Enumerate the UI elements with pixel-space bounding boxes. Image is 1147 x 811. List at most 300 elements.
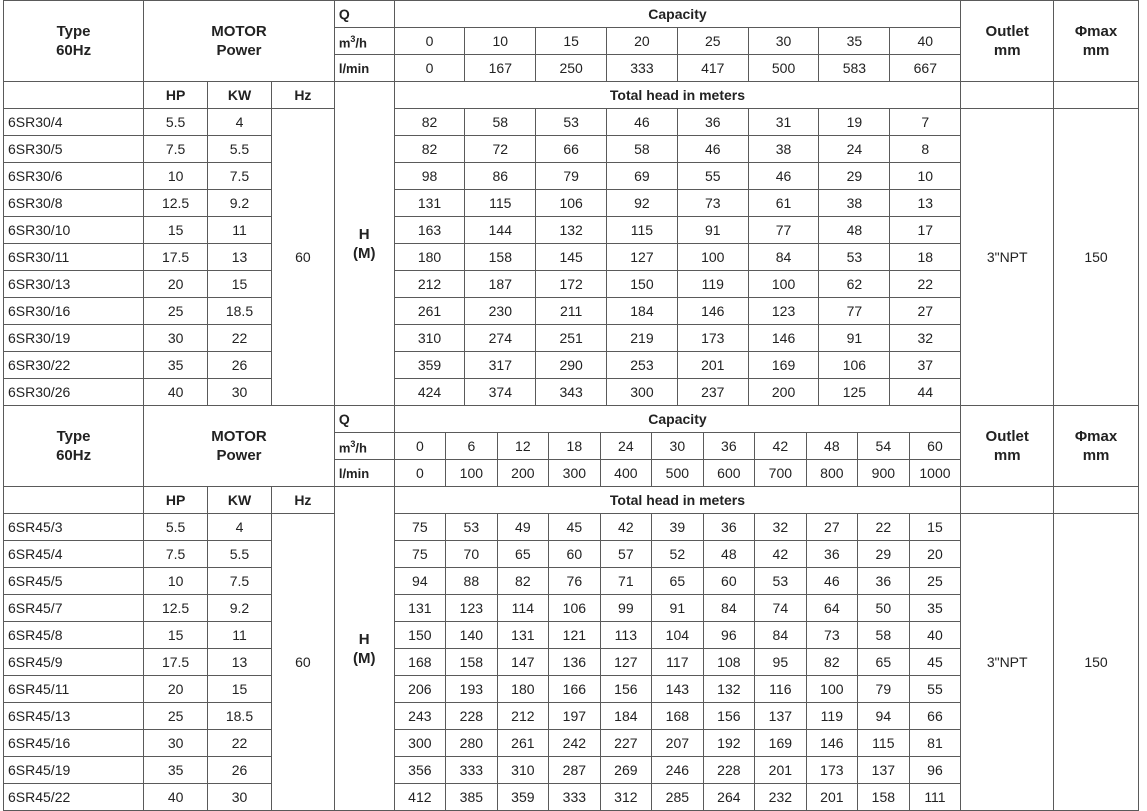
head-value: 8 [890, 136, 961, 163]
type-header [4, 1, 144, 82]
head-value: 69 [607, 163, 678, 190]
head-value: 106 [536, 190, 607, 217]
flow-lmin-value: 500 [748, 55, 819, 82]
flow-lmin-value: 200 [497, 460, 549, 487]
flow-lmin-value: 333 [607, 55, 678, 82]
head-value: 300 [607, 379, 678, 406]
header-line: 60Hz [56, 447, 92, 464]
head-value: 333 [446, 757, 498, 784]
header-line: (M) [352, 244, 376, 262]
head-value: 131 [394, 190, 465, 217]
pump-type: 6SR45/22 [4, 784, 144, 811]
head-value: 200 [748, 379, 819, 406]
phimax-value: 150 [1054, 514, 1139, 811]
header-line: MOTOR [211, 23, 267, 40]
head-value: 29 [819, 163, 890, 190]
head-value: 88 [446, 568, 498, 595]
head-value: 156 [703, 703, 755, 730]
head-value: 40 [909, 622, 961, 649]
head-value: 119 [806, 703, 858, 730]
header-line: Outlet [985, 23, 1029, 40]
head-value: 114 [497, 595, 549, 622]
head-value: 280 [446, 730, 498, 757]
head-value: 86 [465, 163, 536, 190]
head-unit-label [334, 82, 394, 406]
head-value: 193 [446, 676, 498, 703]
head-value: 82 [806, 649, 858, 676]
head-value: 123 [748, 298, 819, 325]
outlet-value: 3"NPT [961, 514, 1054, 811]
flow-lmin-value: 800 [806, 460, 858, 487]
header-line: MOTOR [211, 428, 267, 445]
table-row [4, 514, 1139, 541]
head-value: 228 [703, 757, 755, 784]
head-value: 113 [600, 622, 652, 649]
kw-value: 13 [208, 649, 272, 676]
head-value: 146 [748, 325, 819, 352]
head-value: 53 [446, 514, 498, 541]
head-value: 168 [394, 649, 446, 676]
kw-header: KW [208, 82, 272, 109]
flow-lmin-value: 167 [465, 55, 536, 82]
pump-type: 6SR30/5 [4, 136, 144, 163]
hp-header: HP [144, 82, 208, 109]
head-value: 197 [549, 703, 601, 730]
head-value: 115 [607, 217, 678, 244]
table-row [4, 109, 1139, 136]
head-value: 132 [536, 217, 607, 244]
head-value: 36 [858, 568, 910, 595]
head-value: 424 [394, 379, 465, 406]
head-value: 261 [497, 730, 549, 757]
head-value: 127 [607, 244, 678, 271]
pump-type: 6SR45/16 [4, 730, 144, 757]
flow-lmin-value: 667 [890, 55, 961, 82]
head-value: 116 [755, 676, 807, 703]
flow-m3h-value: 0 [394, 28, 465, 55]
head-value: 48 [703, 541, 755, 568]
head-value: 72 [465, 136, 536, 163]
head-value: 274 [465, 325, 536, 352]
head-value: 131 [394, 595, 446, 622]
head-value: 158 [858, 784, 910, 811]
hp-value: 30 [144, 325, 208, 352]
type-header [4, 406, 144, 487]
flow-m3h-value: 12 [497, 433, 549, 460]
head-value: 117 [652, 649, 704, 676]
flow-lmin-value: 500 [652, 460, 704, 487]
head-value: 137 [755, 703, 807, 730]
hp-value: 10 [144, 163, 208, 190]
head-value: 82 [394, 109, 465, 136]
head-value: 125 [819, 379, 890, 406]
head-value: 60 [703, 568, 755, 595]
kw-value: 9.2 [208, 595, 272, 622]
blank-cell [4, 82, 144, 109]
pump-type: 6SR30/19 [4, 325, 144, 352]
head-value: 38 [748, 136, 819, 163]
head-value: 228 [446, 703, 498, 730]
head-value: 91 [652, 595, 704, 622]
head-value: 158 [446, 649, 498, 676]
pump-type: 6SR45/13 [4, 703, 144, 730]
pump-type: 6SR45/5 [4, 568, 144, 595]
hp-value: 20 [144, 676, 208, 703]
hp-value: 15 [144, 622, 208, 649]
kw-value: 30 [208, 379, 272, 406]
hp-value: 20 [144, 271, 208, 298]
head-value: 212 [497, 703, 549, 730]
head-value: 84 [755, 622, 807, 649]
head-value: 96 [703, 622, 755, 649]
blank-cell [4, 487, 144, 514]
head-value: 192 [703, 730, 755, 757]
head-value: 91 [677, 217, 748, 244]
pump-type: 6SR30/16 [4, 298, 144, 325]
kw-value: 22 [208, 325, 272, 352]
head-value: 172 [536, 271, 607, 298]
head-value: 106 [819, 352, 890, 379]
hp-value: 5.5 [144, 514, 208, 541]
head-value: 232 [755, 784, 807, 811]
head-value: 75 [394, 514, 446, 541]
head-value: 100 [806, 676, 858, 703]
outlet-header [961, 406, 1054, 487]
hp-value: 12.5 [144, 595, 208, 622]
head-value: 84 [703, 595, 755, 622]
head-value: 36 [703, 514, 755, 541]
header-line: H [358, 225, 370, 243]
kw-header: KW [208, 487, 272, 514]
flow-lmin-value: 0 [394, 55, 465, 82]
head-value: 300 [394, 730, 446, 757]
head-value: 106 [549, 595, 601, 622]
head-value: 100 [748, 271, 819, 298]
head-value: 150 [394, 622, 446, 649]
head-value: 46 [748, 163, 819, 190]
phimax-value: 150 [1054, 109, 1139, 406]
kw-value: 7.5 [208, 163, 272, 190]
head-value: 163 [394, 217, 465, 244]
kw-value: 26 [208, 352, 272, 379]
head-value: 187 [465, 271, 536, 298]
hp-value: 17.5 [144, 649, 208, 676]
head-value: 39 [652, 514, 704, 541]
head-value: 66 [536, 136, 607, 163]
header-row-q [4, 406, 1139, 433]
head-value: 64 [806, 595, 858, 622]
head-value: 261 [394, 298, 465, 325]
head-value: 230 [465, 298, 536, 325]
head-value: 310 [394, 325, 465, 352]
hz-header: Hz [271, 487, 334, 514]
header-line: mm [993, 42, 1021, 59]
header-line: Type [56, 23, 91, 40]
head-value: 264 [703, 784, 755, 811]
head-value: 180 [497, 676, 549, 703]
q-header: Q [334, 1, 394, 28]
unit-m3h-tail: /h [355, 35, 367, 51]
head-value: 65 [652, 568, 704, 595]
phimax-header [1054, 1, 1139, 82]
kw-value: 15 [208, 271, 272, 298]
head-value: 71 [600, 568, 652, 595]
outlet-header [961, 1, 1054, 82]
flow-lmin-value: 300 [549, 460, 601, 487]
head-value: 140 [446, 622, 498, 649]
flow-m3h-value: 36 [703, 433, 755, 460]
header-line: (M) [352, 649, 376, 667]
kw-value: 26 [208, 757, 272, 784]
head-value: 359 [497, 784, 549, 811]
hz-value: 60 [271, 109, 334, 406]
head-value: 100 [677, 244, 748, 271]
hz-value: 60 [271, 514, 334, 811]
head-value: 201 [755, 757, 807, 784]
pump-type: 6SR30/11 [4, 244, 144, 271]
head-value: 76 [549, 568, 601, 595]
head-value: 94 [858, 703, 910, 730]
head-value: 287 [549, 757, 601, 784]
hp-value: 15 [144, 217, 208, 244]
q-header: Q [334, 406, 394, 433]
head-value: 246 [652, 757, 704, 784]
head-value: 53 [819, 244, 890, 271]
head-value: 10 [890, 163, 961, 190]
head-value: 15 [909, 514, 961, 541]
head-value: 136 [549, 649, 601, 676]
head-value: 173 [806, 757, 858, 784]
header-line: H [358, 630, 370, 648]
head-value: 77 [748, 217, 819, 244]
kw-value: 15 [208, 676, 272, 703]
head-value: 237 [677, 379, 748, 406]
head-value: 46 [806, 568, 858, 595]
head-value: 147 [497, 649, 549, 676]
head-value: 242 [549, 730, 601, 757]
head-value: 81 [909, 730, 961, 757]
head-value: 82 [394, 136, 465, 163]
head-value: 180 [394, 244, 465, 271]
head-value: 144 [465, 217, 536, 244]
head-value: 18 [890, 244, 961, 271]
flow-m3h-value: 20 [607, 28, 678, 55]
total-head-header: Total head in meters [394, 487, 961, 514]
hp-header: HP [144, 487, 208, 514]
hp-value: 35 [144, 757, 208, 784]
pump-type: 6SR30/13 [4, 271, 144, 298]
head-value: 53 [755, 568, 807, 595]
head-value: 312 [600, 784, 652, 811]
head-value: 66 [909, 703, 961, 730]
kw-value: 18.5 [208, 298, 272, 325]
head-value: 36 [677, 109, 748, 136]
head-value: 219 [607, 325, 678, 352]
blank-cell [961, 487, 1054, 514]
hp-value: 7.5 [144, 136, 208, 163]
head-value: 24 [819, 136, 890, 163]
motor-power-header [144, 1, 335, 82]
head-value: 146 [806, 730, 858, 757]
pump-type: 6SR30/6 [4, 163, 144, 190]
head-value: 211 [536, 298, 607, 325]
head-value: 143 [652, 676, 704, 703]
unit-m3h-base: m [338, 440, 351, 456]
head-value: 45 [549, 514, 601, 541]
blank-cell [961, 82, 1054, 109]
header-line: 60Hz [56, 42, 92, 59]
header-row-units [4, 487, 1139, 514]
head-value: 385 [446, 784, 498, 811]
header-line: Type [56, 428, 91, 445]
head-value: 356 [394, 757, 446, 784]
head-value: 156 [600, 676, 652, 703]
head-value: 38 [819, 190, 890, 217]
head-value: 119 [677, 271, 748, 298]
pump-type: 6SR45/4 [4, 541, 144, 568]
head-value: 374 [465, 379, 536, 406]
kw-value: 5.5 [208, 541, 272, 568]
head-value: 412 [394, 784, 446, 811]
header-line: Power [216, 42, 262, 59]
flow-lmin-value: 100 [446, 460, 498, 487]
head-value: 115 [858, 730, 910, 757]
flow-lmin-value: 1000 [909, 460, 961, 487]
phimax-header [1054, 406, 1139, 487]
head-value: 201 [677, 352, 748, 379]
flow-m3h-value: 35 [819, 28, 890, 55]
head-value: 131 [497, 622, 549, 649]
motor-power-header [144, 406, 335, 487]
head-value: 7 [890, 109, 961, 136]
flow-lmin-value: 250 [536, 55, 607, 82]
head-value: 290 [536, 352, 607, 379]
kw-value: 13 [208, 244, 272, 271]
flow-m3h-value: 10 [465, 28, 536, 55]
head-value: 137 [858, 757, 910, 784]
capacity-header: Capacity [394, 406, 961, 433]
kw-value: 9.2 [208, 190, 272, 217]
flow-m3h-value: 0 [394, 433, 446, 460]
header-row-units [4, 82, 1139, 109]
head-value: 150 [607, 271, 678, 298]
flow-m3h-value: 24 [600, 433, 652, 460]
head-value: 79 [536, 163, 607, 190]
head-value: 82 [497, 568, 549, 595]
head-value: 27 [806, 514, 858, 541]
flow-m3h-value: 30 [652, 433, 704, 460]
flow-lmin-value: 0 [394, 460, 446, 487]
head-value: 57 [600, 541, 652, 568]
head-value: 42 [755, 541, 807, 568]
head-value: 65 [497, 541, 549, 568]
head-value: 91 [819, 325, 890, 352]
pump-type: 6SR45/9 [4, 649, 144, 676]
flow-m3h-value: 25 [677, 28, 748, 55]
head-value: 169 [755, 730, 807, 757]
head-value: 123 [446, 595, 498, 622]
head-value: 212 [394, 271, 465, 298]
hp-value: 12.5 [144, 190, 208, 217]
flow-m3h-value: 42 [755, 433, 807, 460]
head-value: 146 [677, 298, 748, 325]
head-value: 53 [536, 109, 607, 136]
head-value: 31 [748, 109, 819, 136]
unit-m3h-tail: /h [355, 440, 367, 456]
head-value: 99 [600, 595, 652, 622]
kw-value: 11 [208, 622, 272, 649]
head-value: 94 [394, 568, 446, 595]
pump-type: 6SR30/8 [4, 190, 144, 217]
head-value: 169 [748, 352, 819, 379]
flow-m3h-value: 40 [890, 28, 961, 55]
flow-lmin-value: 900 [858, 460, 910, 487]
head-value: 55 [909, 676, 961, 703]
head-value: 206 [394, 676, 446, 703]
pump-type: 6SR45/8 [4, 622, 144, 649]
head-value: 84 [748, 244, 819, 271]
head-value: 32 [890, 325, 961, 352]
unit-m3h-sup: 3 [350, 33, 356, 44]
header-line: Power [216, 447, 262, 464]
head-value: 173 [677, 325, 748, 352]
head-value: 13 [890, 190, 961, 217]
head-value: 121 [549, 622, 601, 649]
unit-m3h [334, 433, 394, 460]
kw-value: 4 [208, 514, 272, 541]
head-value: 27 [890, 298, 961, 325]
head-value: 104 [652, 622, 704, 649]
head-value: 65 [858, 649, 910, 676]
hp-value: 30 [144, 730, 208, 757]
flow-lmin-value: 417 [677, 55, 748, 82]
head-value: 201 [806, 784, 858, 811]
head-value: 145 [536, 244, 607, 271]
hz-header: Hz [271, 82, 334, 109]
unit-lmin: l/min [334, 55, 394, 82]
header-line: Outlet [985, 428, 1029, 445]
head-value: 108 [703, 649, 755, 676]
head-value: 42 [600, 514, 652, 541]
unit-m3h [334, 28, 394, 55]
head-value: 58 [607, 136, 678, 163]
header-line: Φmax [1074, 428, 1118, 445]
head-value: 98 [394, 163, 465, 190]
head-value: 95 [755, 649, 807, 676]
head-value: 58 [465, 109, 536, 136]
head-value: 60 [549, 541, 601, 568]
head-value: 96 [909, 757, 961, 784]
head-value: 158 [465, 244, 536, 271]
head-value: 253 [607, 352, 678, 379]
header-line: mm [1082, 447, 1110, 464]
head-value: 55 [677, 163, 748, 190]
header-line: mm [1082, 42, 1110, 59]
head-value: 127 [600, 649, 652, 676]
head-value: 92 [607, 190, 678, 217]
kw-value: 22 [208, 730, 272, 757]
head-value: 74 [755, 595, 807, 622]
pump-type: 6SR45/7 [4, 595, 144, 622]
head-value: 45 [909, 649, 961, 676]
flow-m3h-value: 54 [858, 433, 910, 460]
head-value: 62 [819, 271, 890, 298]
head-value: 168 [652, 703, 704, 730]
head-value: 77 [819, 298, 890, 325]
head-value: 22 [858, 514, 910, 541]
head-value: 269 [600, 757, 652, 784]
head-value: 243 [394, 703, 446, 730]
